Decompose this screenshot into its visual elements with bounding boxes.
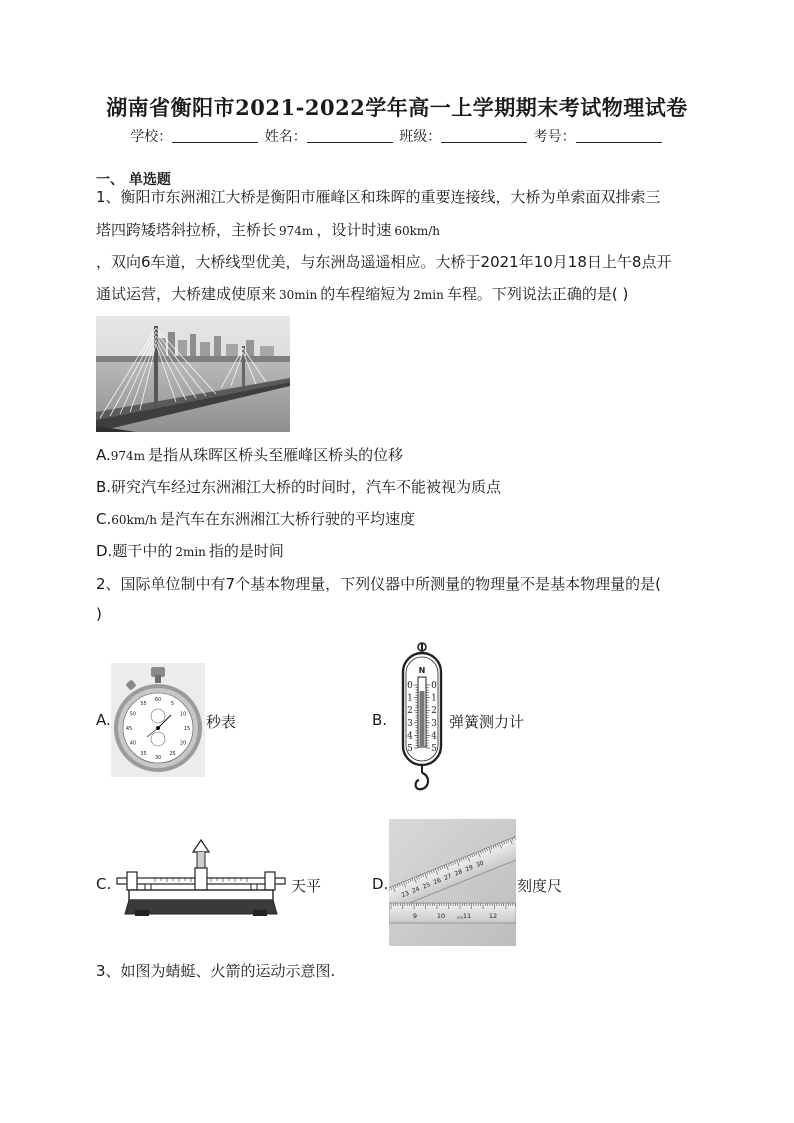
ruler-number: 12 bbox=[488, 912, 498, 920]
stopwatch-dial-number: 35 bbox=[140, 751, 147, 758]
q1-text: 通试运营，大桥建成使原来 bbox=[96, 285, 277, 303]
stopwatch-dial-number: 15 bbox=[183, 726, 191, 732]
q2-option-b-label: 弹簧测力计 bbox=[449, 713, 525, 731]
q2-option-d-letter[interactable]: D. bbox=[372, 875, 389, 893]
spring-scale-image bbox=[399, 641, 445, 803]
q1-option-d-text: 指的是时间 bbox=[208, 542, 284, 560]
q1-option-a-text: 是指从珠晖区桥头至雁峰区桥头的位移 bbox=[148, 446, 404, 464]
stopwatch-dial-number: 10 bbox=[179, 711, 187, 718]
ruler-number: 28 bbox=[453, 868, 464, 878]
stopwatch-dial-number: 60 bbox=[154, 697, 162, 703]
ruler-number: 29 bbox=[464, 863, 475, 874]
scale-number-left: 3 bbox=[407, 718, 413, 729]
spring-scale-icon bbox=[399, 641, 445, 803]
q2-option-c-letter[interactable]: C. bbox=[96, 875, 112, 893]
q1-option-a-letter: A. bbox=[96, 446, 111, 464]
scale-number-left: 1 bbox=[407, 693, 413, 704]
class-field[interactable] bbox=[441, 128, 527, 143]
scale-number-left: 0 bbox=[407, 681, 413, 691]
bridge-photo bbox=[96, 316, 290, 432]
q2-option-a-label: 秒表 bbox=[206, 713, 237, 731]
scale-number-right: 2 bbox=[431, 706, 437, 717]
q2-option-c-label: 天平 bbox=[291, 877, 322, 895]
scale-number-left: 4 bbox=[407, 731, 413, 742]
stopwatch-dial-number: 50 bbox=[129, 711, 137, 718]
q1-speed: 60km/h bbox=[394, 224, 441, 238]
name-label: 姓名： bbox=[264, 129, 307, 145]
stopwatch-dial-number: 30 bbox=[154, 755, 162, 761]
name-field[interactable] bbox=[307, 128, 393, 143]
q1-option-c[interactable] bbox=[96, 509, 415, 530]
balance-icon bbox=[115, 838, 287, 918]
scale-number-right: 5 bbox=[431, 744, 437, 754]
q1-option-c-math: 60km/h bbox=[111, 513, 157, 527]
q1-time-after: 2min bbox=[413, 288, 444, 302]
scale-number-right: 0 bbox=[431, 681, 437, 691]
scale-number-right: 4 bbox=[431, 731, 437, 742]
ruler-number: 11 bbox=[462, 912, 472, 920]
stopwatch-dial-number: 45 bbox=[125, 726, 133, 732]
q1-text: ，设计时速 bbox=[316, 221, 392, 239]
school-field[interactable] bbox=[172, 128, 258, 143]
balance-image bbox=[115, 838, 287, 918]
q1-line4 bbox=[96, 284, 628, 305]
scale-number-right: 3 bbox=[431, 718, 437, 729]
stopwatch-image bbox=[111, 663, 205, 777]
q1-text: 的车程缩短为 bbox=[320, 285, 411, 303]
svg-text:cm: cm bbox=[457, 915, 464, 920]
ruler-number: 25 bbox=[421, 881, 432, 891]
student-info-line bbox=[0, 126, 794, 146]
ruler-number: 24 bbox=[411, 885, 421, 895]
exam-number-label: 考号： bbox=[533, 129, 576, 145]
scale-number-right: 1 bbox=[431, 693, 437, 704]
q1-length: 974m bbox=[279, 224, 314, 238]
q2-option-a-letter[interactable]: A. bbox=[96, 711, 111, 729]
stopwatch-dial-number: 55 bbox=[140, 700, 147, 707]
ruler-number: 10 bbox=[436, 912, 446, 920]
ruler-icon bbox=[389, 819, 516, 946]
q1-option-d-math: 2min bbox=[175, 545, 206, 559]
scale-number-left: 2 bbox=[407, 706, 413, 717]
stopwatch-dial-number: 25 bbox=[169, 751, 176, 758]
stopwatch-dial-number: 40 bbox=[129, 740, 137, 747]
q1-text: 塔四跨矮塔斜拉桥，主桥长 bbox=[96, 221, 277, 239]
q2-option-d-label: 刻度尺 bbox=[517, 877, 563, 895]
stopwatch-icon bbox=[111, 663, 205, 777]
ruler-image bbox=[389, 819, 516, 946]
scale-number-left: 5 bbox=[407, 744, 413, 754]
q3-line1: 3、如图为蜻蜓、火箭的运动示意图. bbox=[96, 962, 336, 980]
q2-option-b-letter[interactable]: B. bbox=[372, 711, 388, 729]
q1-option-c-text: 是汽车在东洲湘江大桥行驶的平均速度 bbox=[159, 510, 415, 528]
q1-time-before: 30min bbox=[279, 288, 318, 302]
school-label: 学校： bbox=[130, 129, 173, 145]
svg-text:N: N bbox=[418, 666, 426, 675]
q1-line3: ，双向6车道，大桥线型优美，与东洲岛遥遥相应。大桥于2021年10月18日上午8点开 bbox=[96, 253, 672, 271]
q1-option-d-prefix: D.题干中的 bbox=[96, 542, 173, 560]
q2-line1: 2、国际单位制中有7个基本物理量，下列仪器中所测量的物理量不是基本物理量的是( bbox=[96, 575, 661, 593]
ruler-number: 27 bbox=[443, 872, 453, 882]
q1-text: 车程。下列说法正确的是( ) bbox=[446, 285, 629, 303]
exam-title: 湖南省衡阳市2021-2022学年高一上学期期末考试物理试卷 bbox=[106, 95, 688, 120]
class-label: 班级： bbox=[399, 129, 442, 145]
q1-option-a[interactable] bbox=[96, 445, 403, 466]
q1-option-b[interactable]: B.研究汽车经过东洲湘江大桥的时间时，汽车不能被视为质点 bbox=[96, 478, 502, 496]
q2-line2: ) bbox=[96, 605, 102, 623]
q1-line1: 1、衡阳市东洲湘江大桥是衡阳市雁峰区和珠晖的重要连接线，大桥为单索面双排索三 bbox=[96, 188, 661, 206]
section-title: 一、 单选题 bbox=[96, 172, 171, 188]
exam-number-field[interactable] bbox=[576, 128, 662, 143]
ruler-number: 30 bbox=[475, 859, 485, 870]
ruler-number: 23 bbox=[400, 889, 411, 900]
ruler-number: 26 bbox=[432, 876, 443, 887]
q1-line2 bbox=[96, 220, 443, 241]
q1-option-c-letter: C. bbox=[96, 510, 112, 528]
q1-option-a-math: 974m bbox=[110, 449, 146, 463]
q1-option-d[interactable] bbox=[96, 541, 284, 562]
stopwatch-dial-number: 5 bbox=[170, 700, 175, 707]
ruler-number: 9 bbox=[412, 912, 418, 920]
stopwatch-dial-number: 20 bbox=[179, 740, 187, 747]
